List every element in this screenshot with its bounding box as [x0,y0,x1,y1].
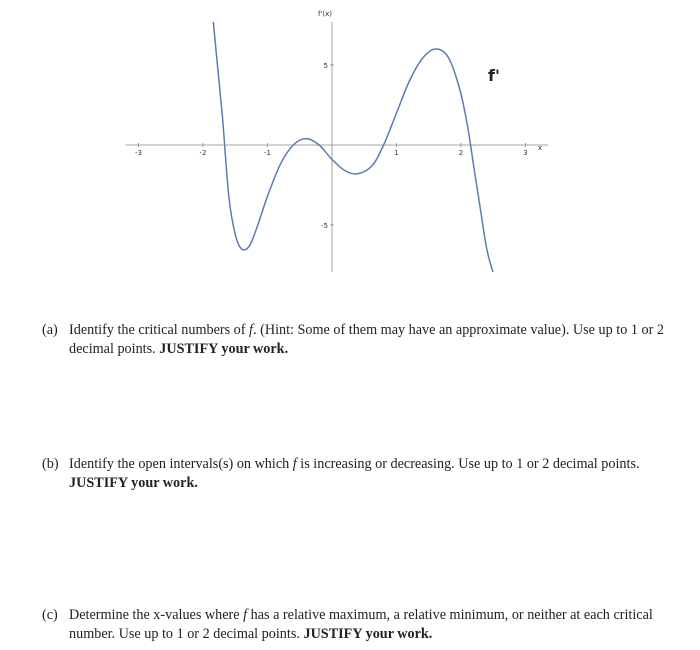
question-a-var: f [249,322,253,338]
question-a-text-2: . (Hint: Some of them may have an approximate value). Use up to 1 or 2 decimal points. [69,322,664,357]
y-tick-label: 5 [323,62,328,70]
question-c-label: (c) [42,607,58,623]
question-b-justify: JUSTIFY your work. [69,475,198,491]
x-axis-label: x [538,144,543,152]
question-a-label: (a) [42,322,58,338]
question-c-text-2: has a relative maximum, a relative minimum, or neither at each critical number. Use up to 1 or 2 decimal points. [69,607,653,642]
question-c [42,606,672,644]
x-tick-label: -2 [199,149,207,157]
question-a-justify: JUSTIFY your work. [159,341,289,357]
question-c-var: f [243,607,248,623]
derivative-graph [0,0,700,300]
question-a-text-1: Identify the critical numbers of [69,322,250,338]
x-tick-label: 1 [394,149,399,157]
question-b-text-2: is increasing or decreasing. Use up to 1 or 2 decimal points. [296,456,640,472]
question-b-label: (b) [42,456,59,472]
series-label: f' [488,66,500,85]
question-b-var: f [292,456,297,472]
x-tick-label: -1 [264,149,271,157]
y-axis-label: f'(x) [318,10,332,18]
y-tick-label: -5 [321,222,328,230]
question-b-text-1: Identify the open intervals(s) on which [69,456,293,472]
x-tick-label: 3 [523,149,528,157]
question-b [42,455,672,493]
x-tick-label: 2 [458,149,464,157]
derivative-curve [213,22,498,289]
question-a [42,321,672,359]
tick-labels [135,62,528,230]
question-c-justify: JUSTIFY your work. [303,626,433,642]
question-c-text-1: Determine the x-values where [69,607,244,623]
curve-series [213,22,498,289]
x-tick-label: -3 [135,149,142,157]
